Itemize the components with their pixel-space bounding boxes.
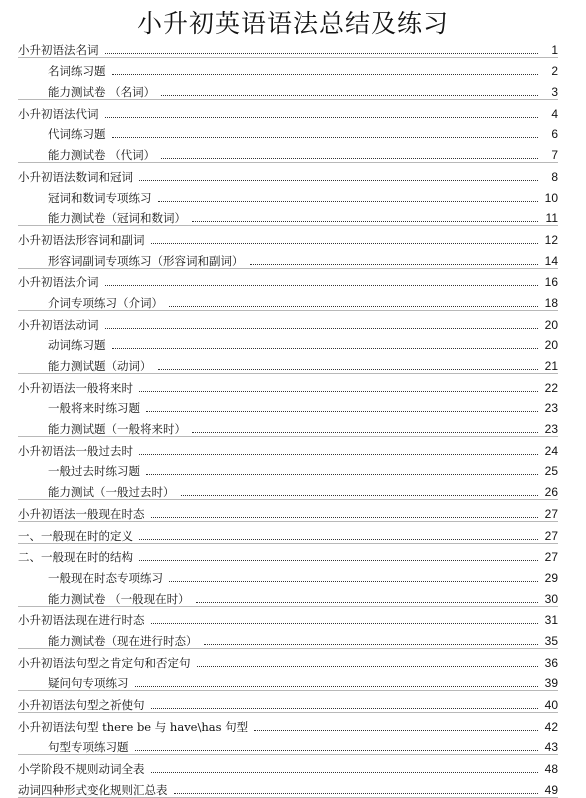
dot-leader (105, 52, 539, 54)
toc-entry-page-number: 23 (544, 422, 558, 437)
toc-entry[interactable] (18, 163, 558, 184)
toc-entry-page-number: 27 (544, 528, 558, 543)
toc-entry-title: 小升初语法句型之肯定句和否定句 (18, 655, 191, 670)
dot-leader (146, 410, 538, 412)
dot-leader (139, 538, 538, 540)
toc-entry[interactable] (18, 585, 558, 607)
toc-entry-page-number: 3 (551, 85, 558, 100)
toc-entry-page-number: 27 (544, 550, 558, 565)
toc-entry-page-number: 6 (551, 127, 558, 142)
toc-entry-title: 冠词和数词专项练习 (48, 190, 152, 205)
toc-entry[interactable] (18, 352, 558, 374)
toc-entry-page-number: 12 (544, 232, 558, 247)
toc-entry-page-number: 4 (551, 106, 558, 121)
toc-entry-page-number: 22 (544, 380, 558, 395)
toc-entry-title: 动词练习题 (48, 338, 106, 353)
dot-leader (112, 136, 539, 138)
toc-entry[interactable] (18, 734, 558, 756)
toc-entry[interactable] (18, 437, 558, 458)
toc-entry[interactable] (18, 691, 558, 713)
dot-leader (197, 665, 539, 667)
toc-entry-page-number: 10 (544, 190, 558, 205)
toc-entry[interactable] (18, 415, 558, 437)
toc-entry-title: 小升初语法动词 (18, 317, 99, 332)
dot-leader (139, 453, 538, 455)
dot-leader (181, 494, 539, 496)
toc-entry-title: 名词练习题 (48, 64, 106, 79)
toc-entry-page-number: 21 (544, 359, 558, 373)
toc-entry-page-number: 8 (551, 169, 558, 184)
toc-entry[interactable] (18, 395, 558, 416)
toc-entry-page-number: 43 (544, 740, 558, 755)
toc-entry-page-number: 20 (544, 317, 558, 332)
toc-entry-title: 动词四种形式变化规则汇总表 (18, 782, 168, 797)
toc-entry-title: 能力测试卷 （代词） (48, 148, 156, 163)
toc-entry[interactable] (18, 649, 558, 670)
toc-entry-page-number: 35 (544, 633, 558, 648)
toc-entry-title: 能力测试题（动词） (48, 359, 152, 373)
dot-leader (254, 729, 538, 731)
toc-entry[interactable] (18, 141, 558, 163)
document-title: 小升初英语语法总结及练习 (136, 9, 449, 38)
dot-leader (105, 327, 539, 329)
dot-leader (158, 368, 539, 370)
dot-leader (139, 390, 538, 392)
toc-entry-title: 介词专项练习（介词） (48, 295, 163, 310)
dot-leader (192, 431, 538, 433)
toc-entry[interactable] (18, 36, 558, 58)
toc-entry-title: 能力测试卷（冠词和数词） (48, 211, 186, 226)
toc-entry-page-number: 14 (544, 253, 558, 268)
table-of-contents (18, 36, 558, 798)
toc-entry-page-number: 18 (544, 295, 558, 310)
toc-entry-page-number: 16 (544, 275, 558, 290)
dot-leader (151, 242, 539, 244)
toc-entry-page-number: 40 (544, 698, 558, 712)
dot-leader (204, 643, 539, 645)
toc-entry-page-number: 2 (551, 64, 558, 79)
toc-entry[interactable] (18, 544, 558, 565)
dot-leader (151, 771, 539, 773)
toc-entry-title: 能力测试题（一般将来时） (48, 422, 186, 437)
toc-entry[interactable] (18, 226, 558, 247)
toc-entry-page-number: 30 (544, 591, 558, 606)
toc-entry-title: 小学阶段不规则动词全表 (18, 762, 145, 777)
toc-entry[interactable] (18, 58, 558, 79)
toc-entry-title: 形容词副词专项练习（形容词和副词） (48, 253, 244, 268)
toc-entry[interactable] (18, 184, 558, 205)
toc-entry-title: 小升初语法句型 there be 与 have\has 句型 (18, 719, 249, 734)
toc-entry[interactable] (18, 78, 558, 100)
dot-leader (192, 220, 538, 222)
toc-entry-title: 能力测试卷 （一般现在时） (48, 591, 190, 606)
toc-entry-page-number: 49 (544, 782, 558, 797)
toc-entry-page-number: 39 (544, 676, 558, 691)
toc-entry[interactable] (18, 374, 558, 395)
dot-leader (135, 749, 539, 751)
toc-entry[interactable] (18, 670, 558, 692)
dot-leader (139, 559, 538, 561)
dot-leader (139, 179, 538, 181)
toc-entry-page-number: 1 (551, 42, 558, 57)
dot-leader (105, 284, 539, 286)
toc-entry-title: 能力测试（一般过去时） (48, 485, 175, 500)
toc-entry-page-number: 20 (544, 338, 558, 353)
toc-entry-page-number: 48 (544, 762, 558, 777)
dot-leader (112, 73, 539, 75)
toc-entry-page-number: 7 (551, 148, 558, 163)
toc-entry[interactable] (18, 311, 558, 332)
toc-entry-title: 代词练习题 (48, 127, 106, 142)
toc-entry-page-number: 42 (544, 719, 558, 734)
dot-leader (174, 792, 539, 794)
toc-entry[interactable] (18, 755, 558, 776)
toc-entry[interactable] (18, 522, 558, 544)
toc-entry-title: 小升初语法代词 (18, 106, 99, 121)
toc-entry-title: 小升初语法数词和冠词 (18, 169, 133, 184)
toc-entry-title: 一、一般现在时的定义 (18, 528, 133, 543)
toc-entry-title: 小升初语法一般现在时态 (18, 506, 145, 521)
toc-entry-title: 小升初语法介词 (18, 275, 99, 290)
dot-leader (169, 305, 538, 307)
toc-entry[interactable] (18, 458, 558, 479)
toc-entry[interactable] (18, 776, 558, 798)
dot-leader (161, 157, 538, 159)
toc-entry-title: 能力测试卷（现在进行时态） (48, 633, 198, 648)
toc-entry-page-number: 36 (544, 655, 558, 670)
toc-entry[interactable] (18, 478, 558, 500)
toc-entry-title: 小升初语法一般过去时 (18, 443, 133, 458)
dot-leader (161, 94, 538, 96)
toc-entry[interactable] (18, 269, 558, 290)
toc-entry-title: 疑问句专项练习 (48, 676, 129, 691)
dot-leader (112, 347, 539, 349)
toc-entry[interactable] (18, 205, 558, 227)
toc-entry[interactable] (18, 100, 558, 121)
dot-leader (146, 473, 538, 475)
toc-entry[interactable] (18, 289, 558, 311)
toc-entry-title: 句型专项练习题 (48, 740, 129, 755)
toc-entry-page-number: 23 (544, 401, 558, 416)
toc-entry-title: 一般过去时练习题 (48, 464, 140, 479)
toc-entry-title: 二、一般现在时的结构 (18, 550, 133, 565)
toc-entry-page-number: 27 (544, 506, 558, 521)
dot-leader (169, 580, 538, 582)
toc-entry[interactable] (18, 713, 558, 734)
toc-entry[interactable] (18, 607, 558, 628)
dot-leader (151, 516, 539, 518)
toc-entry[interactable] (18, 564, 558, 585)
toc-entry[interactable] (18, 332, 558, 353)
toc-entry[interactable] (18, 247, 558, 269)
toc-entry-page-number: 29 (544, 570, 558, 585)
toc-entry-title: 小升初语法句型之祈使句 (18, 698, 145, 712)
toc-entry-page-number: 25 (544, 464, 558, 479)
dot-leader (250, 263, 539, 265)
toc-entry-page-number: 31 (544, 613, 558, 628)
dot-leader (196, 601, 538, 603)
toc-entry-title: 小升初语法形容词和副词 (18, 232, 145, 247)
dot-leader (158, 200, 539, 202)
toc-entry-page-number: 26 (544, 485, 558, 500)
dot-leader (135, 685, 539, 687)
toc-entry[interactable] (18, 627, 558, 649)
toc-entry-title: 小升初语法一般将来时 (18, 380, 133, 395)
dot-leader (105, 116, 539, 118)
toc-entry-title: 小升初语法名词 (18, 42, 99, 57)
toc-entry-page-number: 24 (544, 443, 558, 458)
toc-entry-title: 一般现在时态专项练习 (48, 570, 163, 585)
dot-leader (151, 622, 539, 624)
toc-entry-title: 小升初语法现在进行时态 (18, 613, 145, 628)
toc-entry-title: 能力测试卷 （名词） (48, 85, 156, 100)
toc-entry-title: 一般将来时练习题 (48, 401, 140, 416)
dot-leader (151, 707, 539, 709)
toc-entry[interactable] (18, 121, 558, 142)
toc-entry[interactable] (18, 500, 558, 522)
toc-entry-page-number: 11 (545, 211, 558, 226)
